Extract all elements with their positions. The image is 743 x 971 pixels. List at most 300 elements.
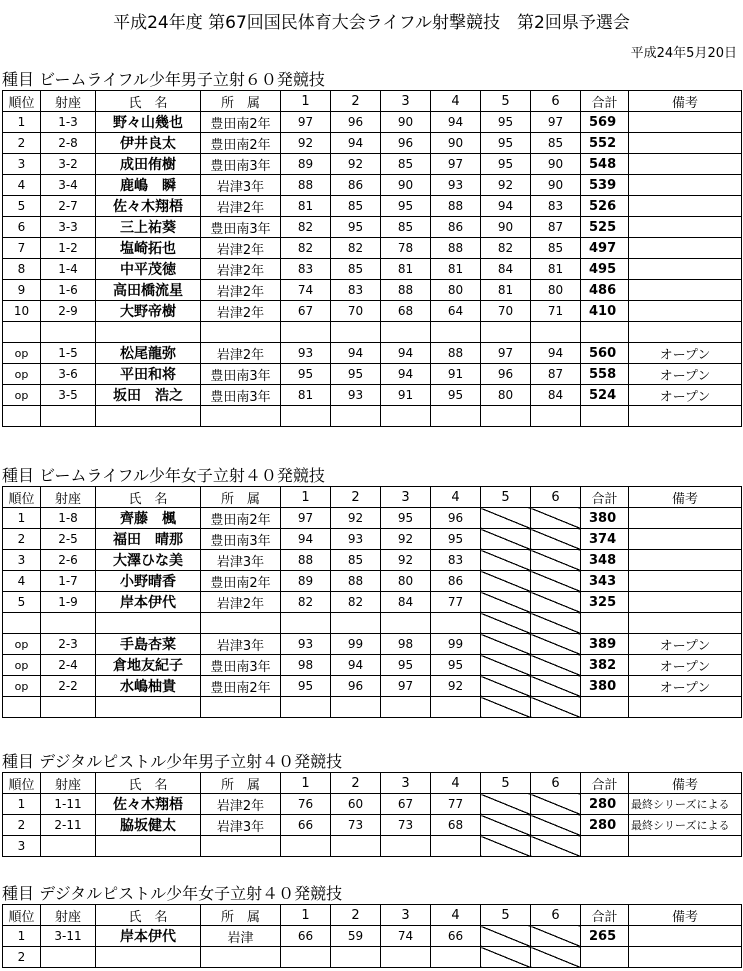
cell-s3: 90 xyxy=(381,175,431,196)
cell-s6: 84 xyxy=(531,385,581,406)
cell-aff: 岩津2年 xyxy=(201,238,281,259)
cell-remarks: オープン xyxy=(629,634,742,655)
empty-cell xyxy=(3,613,41,634)
cell-s2 xyxy=(331,836,381,857)
cell-total: 343 xyxy=(581,571,629,592)
cell-seat: 1-4 xyxy=(41,259,96,280)
header-s6: 6 xyxy=(531,487,581,508)
cell-s4: 77 xyxy=(431,794,481,815)
cell-s3: 67 xyxy=(381,794,431,815)
cell-aff: 豊田南3年 xyxy=(201,217,281,238)
unused-series-cell xyxy=(481,815,531,836)
page-title: 平成24年度 第67回国民体育大会ライフル射撃競技 第2回県予選会 xyxy=(113,13,630,33)
cell-aff: 岩津3年 xyxy=(201,175,281,196)
unused-series-cell xyxy=(531,613,581,634)
unused-series-cell xyxy=(531,592,581,613)
cell-s3: 74 xyxy=(381,926,431,947)
unused-series-cell xyxy=(481,676,531,697)
table-row xyxy=(3,571,742,592)
cell-s1: 88 xyxy=(281,175,331,196)
header-row xyxy=(3,91,742,112)
empty-cell xyxy=(3,697,41,718)
cell-seat: 2-2 xyxy=(41,676,96,697)
cell-s1: 93 xyxy=(281,343,331,364)
cell-total: 495 xyxy=(581,259,629,280)
header-s4: 4 xyxy=(431,487,481,508)
cell-s5: 96 xyxy=(481,364,531,385)
cell-s3 xyxy=(381,947,431,968)
cell-s2 xyxy=(331,947,381,968)
header-name: 氏 名 xyxy=(96,487,201,508)
cell-s4: 66 xyxy=(431,926,481,947)
cell-s4: 95 xyxy=(431,655,481,676)
cell-s1: 98 xyxy=(281,655,331,676)
cell-remarks xyxy=(629,196,742,217)
header-row xyxy=(3,905,742,926)
empty-cell xyxy=(41,697,96,718)
empty-cell xyxy=(381,613,431,634)
cell-s6: 71 xyxy=(531,301,581,322)
cell-s4: 94 xyxy=(431,112,481,133)
header-row xyxy=(3,773,742,794)
cell-s1: 82 xyxy=(281,217,331,238)
cell-s4: 96 xyxy=(431,508,481,529)
header-s1: 1 xyxy=(281,91,331,112)
unused-series-cell xyxy=(531,815,581,836)
cell-s2: 99 xyxy=(331,634,381,655)
table-row xyxy=(3,529,742,550)
cell-aff: 岩津2年 xyxy=(201,280,281,301)
cell-s4: 86 xyxy=(431,571,481,592)
cell-s2: 96 xyxy=(331,112,381,133)
cell-seat: 2-3 xyxy=(41,634,96,655)
empty-cell xyxy=(629,697,742,718)
cell-s2: 93 xyxy=(331,529,381,550)
cell-s3: 95 xyxy=(381,196,431,217)
cell-s3: 90 xyxy=(381,112,431,133)
cell-total: 380 xyxy=(581,676,629,697)
empty-cell xyxy=(331,697,381,718)
section-label: 種目 デジタルピストル少年女子立射４０発競技 xyxy=(2,884,343,903)
cell-aff: 豊田南3年 xyxy=(201,154,281,175)
cell-rank: 8 xyxy=(3,259,41,280)
empty-cell xyxy=(201,697,281,718)
header-aff: 所 属 xyxy=(201,487,281,508)
header-s1: 1 xyxy=(281,905,331,926)
empty-cell xyxy=(431,322,481,343)
cell-s6: 90 xyxy=(531,175,581,196)
unused-series-cell xyxy=(531,508,581,529)
header-aff: 所 属 xyxy=(201,905,281,926)
table-row xyxy=(3,508,742,529)
unused-series-cell xyxy=(531,836,581,857)
section-digital-pistol-boys-40 xyxy=(2,752,742,857)
table-row xyxy=(3,175,742,196)
cell-remarks xyxy=(629,926,742,947)
empty-cell xyxy=(381,406,431,427)
cell-s3: 95 xyxy=(381,655,431,676)
cell-s4: 77 xyxy=(431,592,481,613)
cell-s6: 87 xyxy=(531,364,581,385)
cell-rank: op xyxy=(3,634,41,655)
cell-name: 三上祐葵 xyxy=(96,217,201,238)
cell-seat: 1-8 xyxy=(41,508,96,529)
cell-seat: 2-4 xyxy=(41,655,96,676)
header-s5: 5 xyxy=(481,91,531,112)
empty-cell xyxy=(431,613,481,634)
header-s3: 3 xyxy=(381,487,431,508)
cell-total: 524 xyxy=(581,385,629,406)
cell-s2: 96 xyxy=(331,676,381,697)
cell-seat: 2-8 xyxy=(41,133,96,154)
cell-name: 松尾龍弥 xyxy=(96,343,201,364)
cell-name: 高田橋流星 xyxy=(96,280,201,301)
cell-remarks xyxy=(629,259,742,280)
cell-rank: 1 xyxy=(3,112,41,133)
header-s1: 1 xyxy=(281,773,331,794)
results-table xyxy=(2,90,742,427)
cell-aff: 岩津2年 xyxy=(201,301,281,322)
cell-remarks xyxy=(629,217,742,238)
cell-s4 xyxy=(431,836,481,857)
unused-series-cell xyxy=(531,794,581,815)
cell-seat: 1-11 xyxy=(41,794,96,815)
header-seat: 射座 xyxy=(41,773,96,794)
header-s3: 3 xyxy=(381,905,431,926)
cell-seat: 3-5 xyxy=(41,385,96,406)
cell-remarks xyxy=(629,280,742,301)
unused-series-cell xyxy=(481,613,531,634)
header-remarks: 備考 xyxy=(629,487,742,508)
header-s6: 6 xyxy=(531,905,581,926)
cell-aff: 岩津3年 xyxy=(201,815,281,836)
cell-s3: 81 xyxy=(381,259,431,280)
header-seat: 射座 xyxy=(41,91,96,112)
cell-s5: 82 xyxy=(481,238,531,259)
cell-s2: 92 xyxy=(331,154,381,175)
cell-s2: 85 xyxy=(331,259,381,280)
unused-series-cell xyxy=(531,529,581,550)
cell-aff xyxy=(201,947,281,968)
header-s4: 4 xyxy=(431,773,481,794)
cell-s1: 88 xyxy=(281,550,331,571)
table-row xyxy=(3,133,742,154)
cell-name: 倉地友紀子 xyxy=(96,655,201,676)
empty-cell xyxy=(41,406,96,427)
blank-row xyxy=(3,406,742,427)
cell-aff: 岩津2年 xyxy=(201,259,281,280)
cell-s3: 80 xyxy=(381,571,431,592)
cell-s4: 92 xyxy=(431,676,481,697)
header-s6: 6 xyxy=(531,91,581,112)
header-s5: 5 xyxy=(481,773,531,794)
cell-s3: 85 xyxy=(381,217,431,238)
cell-s1: 82 xyxy=(281,592,331,613)
cell-total: 526 xyxy=(581,196,629,217)
cell-s5: 95 xyxy=(481,133,531,154)
cell-name: 大野帝樹 xyxy=(96,301,201,322)
cell-s3: 84 xyxy=(381,592,431,613)
cell-s1: 83 xyxy=(281,259,331,280)
cell-remarks xyxy=(629,529,742,550)
cell-name: 水嶋柚貴 xyxy=(96,676,201,697)
cell-aff: 岩津2年 xyxy=(201,592,281,613)
header-total: 合計 xyxy=(581,91,629,112)
cell-s6: 87 xyxy=(531,217,581,238)
cell-rank: 3 xyxy=(3,154,41,175)
header-s5: 5 xyxy=(481,905,531,926)
cell-s3: 94 xyxy=(381,343,431,364)
cell-rank: 2 xyxy=(3,133,41,154)
cell-rank: 4 xyxy=(3,571,41,592)
cell-seat: 3-6 xyxy=(41,364,96,385)
cell-name: 小野晴香 xyxy=(96,571,201,592)
cell-remarks xyxy=(629,592,742,613)
table-row xyxy=(3,592,742,613)
empty-cell xyxy=(331,613,381,634)
cell-s2: 85 xyxy=(331,550,381,571)
empty-cell xyxy=(381,322,431,343)
cell-total: 497 xyxy=(581,238,629,259)
cell-total: 569 xyxy=(581,112,629,133)
header-s5: 5 xyxy=(481,487,531,508)
open-row xyxy=(3,343,742,364)
cell-aff: 豊田南2年 xyxy=(201,508,281,529)
cell-s2: 70 xyxy=(331,301,381,322)
cell-seat: 1-2 xyxy=(41,238,96,259)
cell-aff: 豊田南2年 xyxy=(201,571,281,592)
cell-total: 380 xyxy=(581,508,629,529)
cell-s2: 86 xyxy=(331,175,381,196)
cell-remarks xyxy=(629,154,742,175)
cell-name: 鹿嶋 瞬 xyxy=(96,175,201,196)
cell-s1: 97 xyxy=(281,508,331,529)
empty-cell xyxy=(381,697,431,718)
table-row xyxy=(3,794,742,815)
cell-total: 374 xyxy=(581,529,629,550)
empty-cell xyxy=(531,406,581,427)
cell-s4 xyxy=(431,947,481,968)
cell-s4: 95 xyxy=(431,385,481,406)
cell-remarks: オープン xyxy=(629,676,742,697)
cell-total: 382 xyxy=(581,655,629,676)
cell-name: 福田 晴那 xyxy=(96,529,201,550)
cell-s6: 85 xyxy=(531,133,581,154)
header-seat: 射座 xyxy=(41,905,96,926)
empty-cell xyxy=(481,322,531,343)
cell-total: 325 xyxy=(581,592,629,613)
cell-s1: 76 xyxy=(281,794,331,815)
cell-s3: 96 xyxy=(381,133,431,154)
cell-rank: op xyxy=(3,676,41,697)
empty-cell xyxy=(629,406,742,427)
empty-cell xyxy=(3,406,41,427)
cell-s4: 88 xyxy=(431,238,481,259)
event-date: 平成24年5月20日 xyxy=(630,46,737,61)
cell-aff: 岩津2年 xyxy=(201,196,281,217)
unused-series-cell xyxy=(531,697,581,718)
empty-cell xyxy=(281,697,331,718)
cell-s2: 85 xyxy=(331,196,381,217)
cell-s1: 81 xyxy=(281,196,331,217)
cell-s5: 95 xyxy=(481,154,531,175)
empty-cell xyxy=(331,406,381,427)
cell-s4: 64 xyxy=(431,301,481,322)
header-remarks: 備考 xyxy=(629,773,742,794)
cell-total: 558 xyxy=(581,364,629,385)
cell-s6: 94 xyxy=(531,343,581,364)
cell-remarks xyxy=(629,571,742,592)
cell-s4: 93 xyxy=(431,175,481,196)
cell-name xyxy=(96,836,201,857)
unused-series-cell xyxy=(481,697,531,718)
cell-name: 岸本伊代 xyxy=(96,592,201,613)
cell-seat: 1-3 xyxy=(41,112,96,133)
header-rank: 順位 xyxy=(3,91,41,112)
section-label: 種目 デジタルピストル少年男子立射４０発競技 xyxy=(2,752,343,771)
unused-series-cell xyxy=(531,571,581,592)
cell-remarks xyxy=(629,112,742,133)
cell-s1: 95 xyxy=(281,676,331,697)
empty-cell xyxy=(281,406,331,427)
cell-s3: 73 xyxy=(381,815,431,836)
cell-name: 坂田 浩之 xyxy=(96,385,201,406)
open-row xyxy=(3,676,742,697)
table-row xyxy=(3,947,742,968)
cell-s5: 97 xyxy=(481,343,531,364)
cell-rank: op xyxy=(3,343,41,364)
cell-seat xyxy=(41,947,96,968)
unused-series-cell xyxy=(531,947,581,968)
cell-s1: 97 xyxy=(281,112,331,133)
cell-s2: 60 xyxy=(331,794,381,815)
cell-rank: op xyxy=(3,385,41,406)
section-label: 種目 ビームライフル少年女子立射４０発競技 xyxy=(2,466,325,485)
cell-seat: 2-6 xyxy=(41,550,96,571)
header-s2: 2 xyxy=(331,91,381,112)
unused-series-cell xyxy=(481,836,531,857)
header-aff: 所 属 xyxy=(201,773,281,794)
cell-s1: 74 xyxy=(281,280,331,301)
table-row xyxy=(3,259,742,280)
cell-s5: 81 xyxy=(481,280,531,301)
unused-series-cell xyxy=(481,794,531,815)
empty-cell xyxy=(431,406,481,427)
blank-row xyxy=(3,697,742,718)
empty-cell xyxy=(629,613,742,634)
cell-remarks: オープン xyxy=(629,364,742,385)
unused-series-cell xyxy=(481,508,531,529)
header-rank: 順位 xyxy=(3,773,41,794)
empty-cell xyxy=(201,406,281,427)
cell-s2: 82 xyxy=(331,238,381,259)
cell-name: 野々山幾也 xyxy=(96,112,201,133)
cell-seat: 1-5 xyxy=(41,343,96,364)
cell-s1: 66 xyxy=(281,815,331,836)
cell-s2: 94 xyxy=(331,343,381,364)
cell-total: 552 xyxy=(581,133,629,154)
table-row xyxy=(3,836,742,857)
cell-s6: 85 xyxy=(531,238,581,259)
cell-s3: 91 xyxy=(381,385,431,406)
unused-series-cell xyxy=(531,634,581,655)
cell-s3: 97 xyxy=(381,676,431,697)
table-row xyxy=(3,154,742,175)
header-rank: 順位 xyxy=(3,905,41,926)
cell-s2: 95 xyxy=(331,217,381,238)
empty-cell xyxy=(629,322,742,343)
cell-s3: 88 xyxy=(381,280,431,301)
cell-s6: 97 xyxy=(531,112,581,133)
table-row xyxy=(3,301,742,322)
cell-s3: 85 xyxy=(381,154,431,175)
unused-series-cell xyxy=(481,550,531,571)
cell-s3: 94 xyxy=(381,364,431,385)
cell-s4: 97 xyxy=(431,154,481,175)
cell-name: 伊井良太 xyxy=(96,133,201,154)
cell-remarks: 最終シリーズによる xyxy=(629,815,742,836)
cell-s2: 73 xyxy=(331,815,381,836)
unused-series-cell xyxy=(531,926,581,947)
empty-cell xyxy=(41,322,96,343)
cell-rank: op xyxy=(3,655,41,676)
cell-s2: 94 xyxy=(331,133,381,154)
cell-rank: 5 xyxy=(3,592,41,613)
results-table xyxy=(2,904,742,968)
cell-total xyxy=(581,836,629,857)
cell-s5: 90 xyxy=(481,217,531,238)
empty-cell xyxy=(581,406,629,427)
cell-aff: 豊田南2年 xyxy=(201,133,281,154)
unused-series-cell xyxy=(481,592,531,613)
cell-seat: 2-11 xyxy=(41,815,96,836)
empty-cell xyxy=(581,697,629,718)
cell-remarks xyxy=(629,836,742,857)
open-row xyxy=(3,364,742,385)
cell-rank: 4 xyxy=(3,175,41,196)
cell-rank: 1 xyxy=(3,508,41,529)
empty-cell xyxy=(96,322,201,343)
cell-aff: 豊田南3年 xyxy=(201,655,281,676)
cell-name: 塩崎拓也 xyxy=(96,238,201,259)
cell-total: 525 xyxy=(581,217,629,238)
cell-s3: 98 xyxy=(381,634,431,655)
cell-s4: 81 xyxy=(431,259,481,280)
cell-remarks xyxy=(629,550,742,571)
cell-aff: 豊田南3年 xyxy=(201,364,281,385)
cell-s6: 80 xyxy=(531,280,581,301)
cell-aff: 岩津3年 xyxy=(201,550,281,571)
cell-remarks xyxy=(629,238,742,259)
cell-s1: 82 xyxy=(281,238,331,259)
cell-s4: 68 xyxy=(431,815,481,836)
header-remarks: 備考 xyxy=(629,91,742,112)
cell-s2: 83 xyxy=(331,280,381,301)
cell-s1: 89 xyxy=(281,571,331,592)
empty-cell xyxy=(96,697,201,718)
cell-s1: 81 xyxy=(281,385,331,406)
cell-aff: 岩津3年 xyxy=(201,634,281,655)
cell-name: 成田侑樹 xyxy=(96,154,201,175)
section-digital-pistol-girls-40 xyxy=(2,884,742,968)
cell-rank: 2 xyxy=(3,947,41,968)
cell-name: 大澤ひな美 xyxy=(96,550,201,571)
cell-seat: 3-4 xyxy=(41,175,96,196)
table-row xyxy=(3,238,742,259)
header-s1: 1 xyxy=(281,487,331,508)
header-aff: 所 属 xyxy=(201,91,281,112)
cell-rank: op xyxy=(3,364,41,385)
